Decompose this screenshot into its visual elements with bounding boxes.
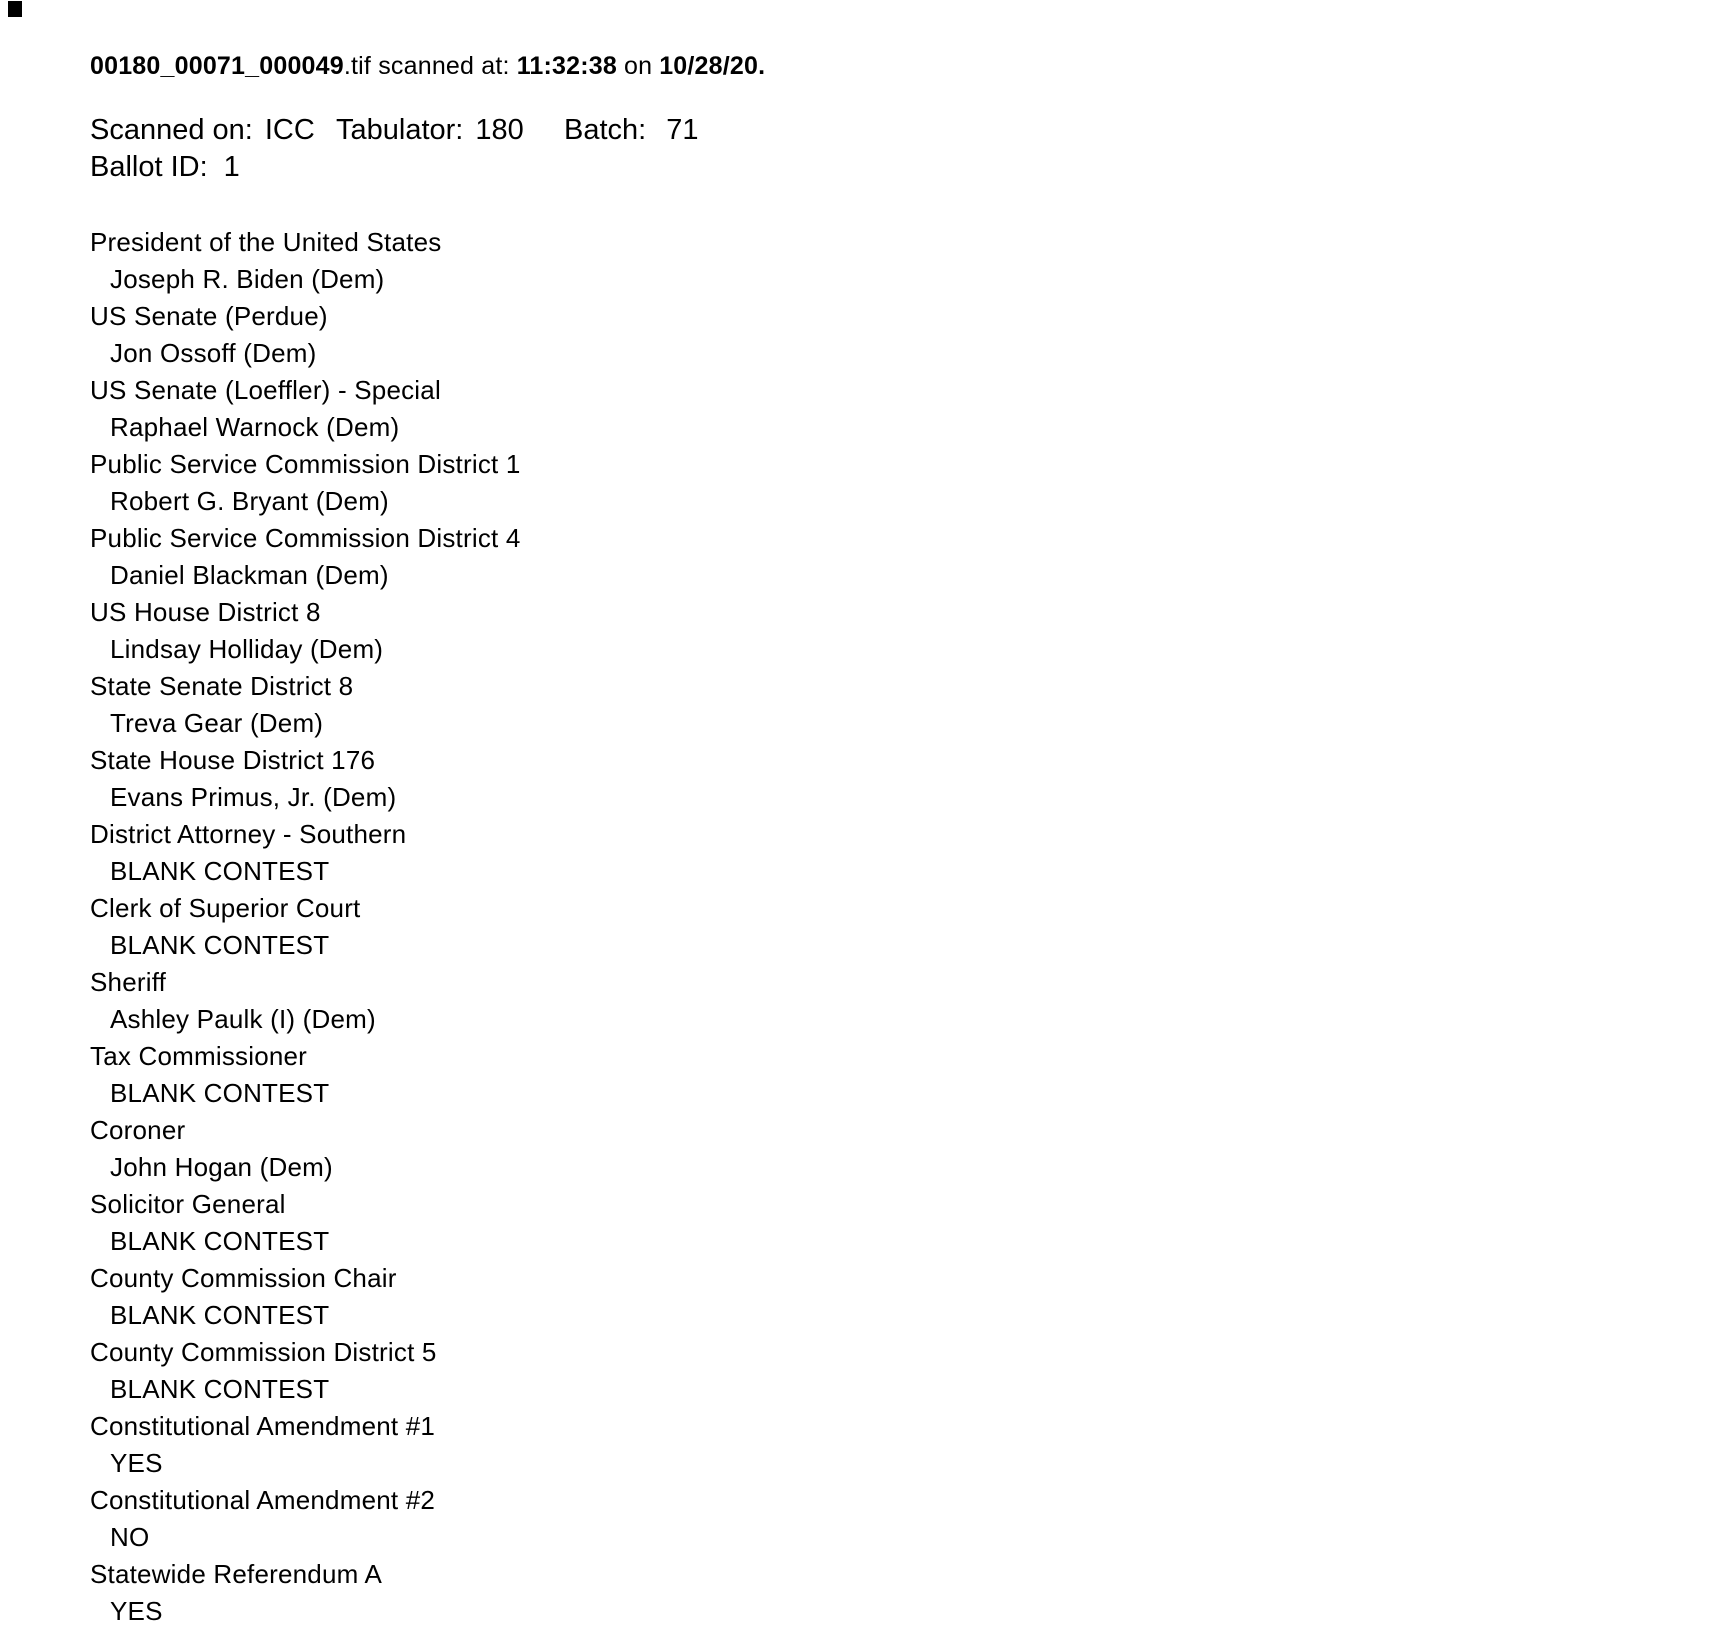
scan-info-line [90,112,990,149]
contest-block [90,1334,1590,1408]
contest-block [90,594,1590,668]
contest-block [90,1408,1590,1482]
ballot-id-line [90,149,240,186]
contest-selection: BLANK CONTEST [110,1374,330,1404]
contest-block [90,298,1590,372]
tabulator-field [336,112,524,149]
contest-title: Constitutional Amendment #2 [90,1485,436,1515]
tabulator-value: 180 [475,114,524,146]
contest-block [90,1112,1590,1186]
contest-selection: Evans Primus, Jr. (Dem) [110,782,397,812]
contest-block [90,1556,1590,1630]
contest-selection: Joseph R. Biden (Dem) [110,264,385,294]
scan-filename: 00180_00071_000049 [90,52,344,80]
scan-date: 10/28/20. [659,52,766,80]
contest-selection: BLANK CONTEST [110,930,330,960]
contest-selection: Daniel Blackman (Dem) [110,560,389,590]
contest-selection: BLANK CONTEST [110,1226,330,1256]
contest-block [90,1482,1590,1556]
contest-selection: John Hogan (Dem) [110,1152,333,1182]
scanned-on-value: ICC [264,114,315,146]
contest-title: County Commission District 5 [90,1337,437,1367]
contest-title: Constitutional Amendment #1 [90,1411,436,1441]
contest-block [90,964,1590,1038]
contest-title: Sheriff [90,967,167,997]
contest-block [90,520,1590,594]
contest-selection: Ashley Paulk (I) (Dem) [110,1004,376,1034]
contest-selection: Jon Ossoff (Dem) [110,338,317,368]
scan-filename-suffix: .tif scanned at: [343,52,510,80]
scanned-on-label: Scanned on: [90,114,253,146]
scan-connector: on [623,52,653,80]
contest-title: State House District 176 [90,745,376,775]
contest-selection: Treva Gear (Dem) [110,708,324,738]
scanned-on-field [90,112,315,149]
contest-block [90,742,1590,816]
contest-selection: BLANK CONTEST [110,1078,330,1108]
contest-title: US Senate (Loeffler) - Special [90,375,441,405]
contest-title: US Senate (Perdue) [90,301,328,331]
contest-title: US House District 8 [90,597,321,627]
contest-list [90,224,1590,1630]
contest-title: President of the United States [90,227,442,257]
scan-registration-mark [8,1,22,17]
contest-title: County Commission Chair [90,1263,397,1293]
ballot-id-value: 1 [223,151,240,183]
contest-selection: BLANK CONTEST [110,856,330,886]
contest-selection: Raphael Warnock (Dem) [110,412,400,442]
contest-title: Statewide Referendum A [90,1559,383,1589]
contest-title: Solicitor General [90,1189,286,1219]
contest-title: State Senate District 8 [90,671,354,701]
contest-title: Public Service Commission District 4 [90,523,521,553]
contest-block [90,224,1590,298]
scan-filename-line [90,52,765,80]
contest-selection: Robert G. Bryant (Dem) [110,486,389,516]
batch-field [564,112,698,149]
batch-value: 71 [666,114,699,146]
contest-title: Tax Commissioner [90,1041,308,1071]
contest-block [90,890,1590,964]
contest-title: Clerk of Superior Court [90,893,361,923]
contest-title: District Attorney - Southern [90,819,407,849]
contest-block [90,446,1590,520]
contest-block [90,1186,1590,1260]
contest-block [90,1260,1590,1334]
scan-time: 11:32:38 [516,52,617,80]
contest-title: Public Service Commission District 1 [90,449,521,479]
contest-block [90,372,1590,446]
contest-selection: YES [110,1448,163,1478]
batch-label: Batch: [564,114,647,146]
ballot-id-label: Ballot ID: [90,151,208,183]
contest-selection: YES [110,1596,163,1626]
contest-block [90,1038,1590,1112]
contest-selection: Lindsay Holliday (Dem) [110,634,384,664]
contest-selection: BLANK CONTEST [110,1300,330,1330]
contest-block [90,816,1590,890]
contest-selection: NO [110,1522,150,1552]
contest-block [90,668,1590,742]
tabulator-label: Tabulator: [336,114,464,146]
contest-title: Coroner [90,1115,186,1145]
